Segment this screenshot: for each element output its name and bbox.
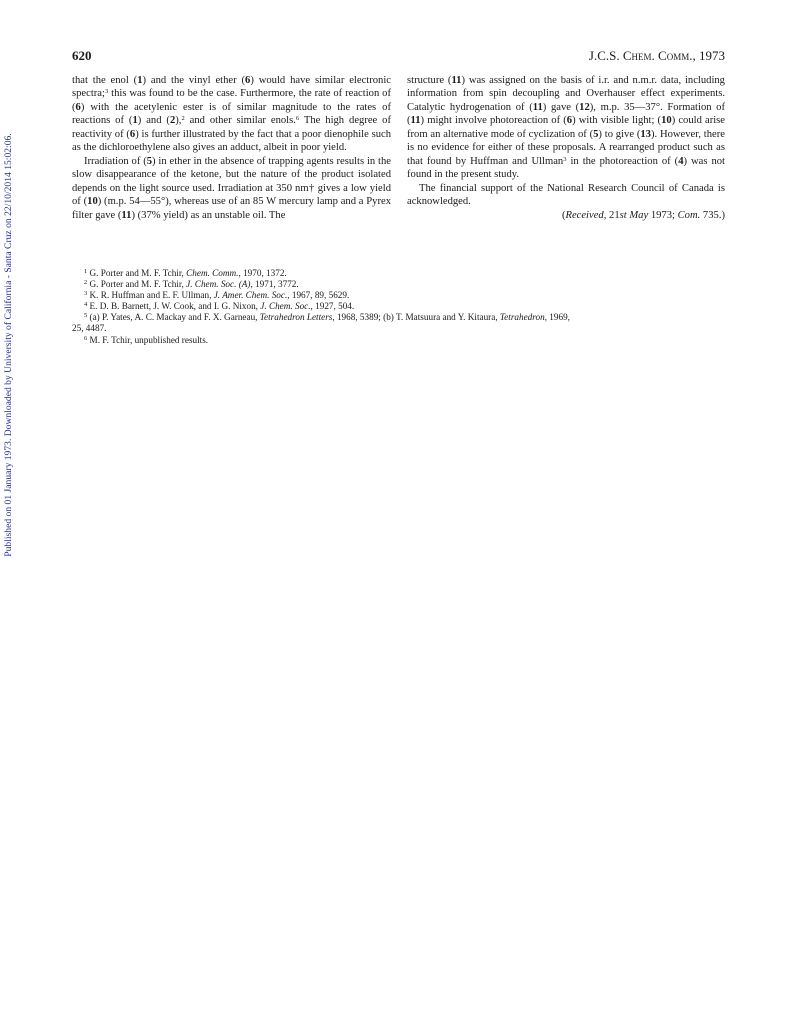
right-column bbox=[407, 74, 725, 222]
received-date: (Received, 21st May 1973; Com. 735.) bbox=[561, 209, 725, 221]
reference-list bbox=[72, 268, 725, 346]
reference-item: $^4$ E. D. B. Barnett, J. W. Cook, and I. G. Nixon, J. Chem. Soc., 1927, 504. bbox=[84, 301, 355, 312]
reference-item: $^1$ G. Porter and M. F. Tchir, Chem. Comm., 1970, 1372. bbox=[84, 268, 287, 278]
reference-item: $^2$ G. Porter and M. F. Tchir, J. Chem. Soc. (A), 1971, 3772. bbox=[84, 279, 299, 290]
paragraph: Irradiation of (5) in ether in the absence of trapping agents results in the slow disappearance of the ketone, but the nature of the product isolated depends on the light source used. Irradiation at 350 nm† gives a low yield of (10) (m.p. 54—55°), whereas use of an 85 W mercury lamp and a Pyrex filter gave (11) (37% yield) as an unstable oil. The bbox=[72, 155, 391, 221]
citation-sup: 6 bbox=[295, 115, 300, 123]
reference-item: $^6$ M. F. Tchir, unpublished results. bbox=[84, 334, 209, 345]
citation-sup: 3 bbox=[563, 155, 567, 163]
acknowledgement: The financial support of the National Research Council of Canada is acknowledged. bbox=[407, 182, 725, 208]
paragraph: structure (11) was assigned on the basis of i.r. and n.m.r. data, including information from spin decoupling and Overhauser effect experiments. Catalytic hydrogenation of (11) gave (12), m.p. 35—37°. Formation of (11) might involve photoreaction of (6) with visible light; (10) could arise from an alternative mode of cyclization of (5) to give (13). However, there is no evidence for either of these proposals. A rearranged product such as that found by Huffman and Ullman$^3$ in the photoreaction of (4) was not found in the present study. bbox=[407, 75, 726, 181]
reference-item: $^5$ (a) P. Yates, A. C. Mackay and F. X. Garneau, Tetrahedron Letters, 1968, 5389; (b) T. Matsuura and Y. Kitaura, Tetrahedron, 1969, bbox=[84, 312, 570, 323]
journal-header: J.C.S. Chem. Comm., 1973 bbox=[588, 48, 725, 63]
reference-continuation: 25, 4487. bbox=[72, 323, 107, 334]
citation-sup: 3 bbox=[104, 88, 109, 96]
citation-sup: 2 bbox=[181, 115, 185, 123]
paragraph: that the enol (1) and the vinyl ether (6) would have similar electronic spectra;$^3$ this was found to be the case. Furthermore, the rate of reaction of (6) with the acetylenic ester is of similar magnitude to the rates of reactions of (1) and (2),$^2$ and other similar enols.$^6$ The high degree of reactivity of (6) is further illustrated by the fact that a poor dienophile such as the dichloroethylene also gives an adduct, albeit in poor yield. bbox=[72, 75, 392, 154]
left-column bbox=[72, 74, 391, 222]
download-watermark: Published on 01 January 1973. Downloaded by University of California - Santa Cruz on 22/10/2014 15:02:06. bbox=[3, 133, 14, 557]
reference-item: $^3$ K. R. Huffman and E. F. Ullman, J. Amer. Chem. Soc., 1967, 89, 5629. bbox=[84, 290, 350, 301]
page-number: 620 bbox=[72, 48, 92, 63]
